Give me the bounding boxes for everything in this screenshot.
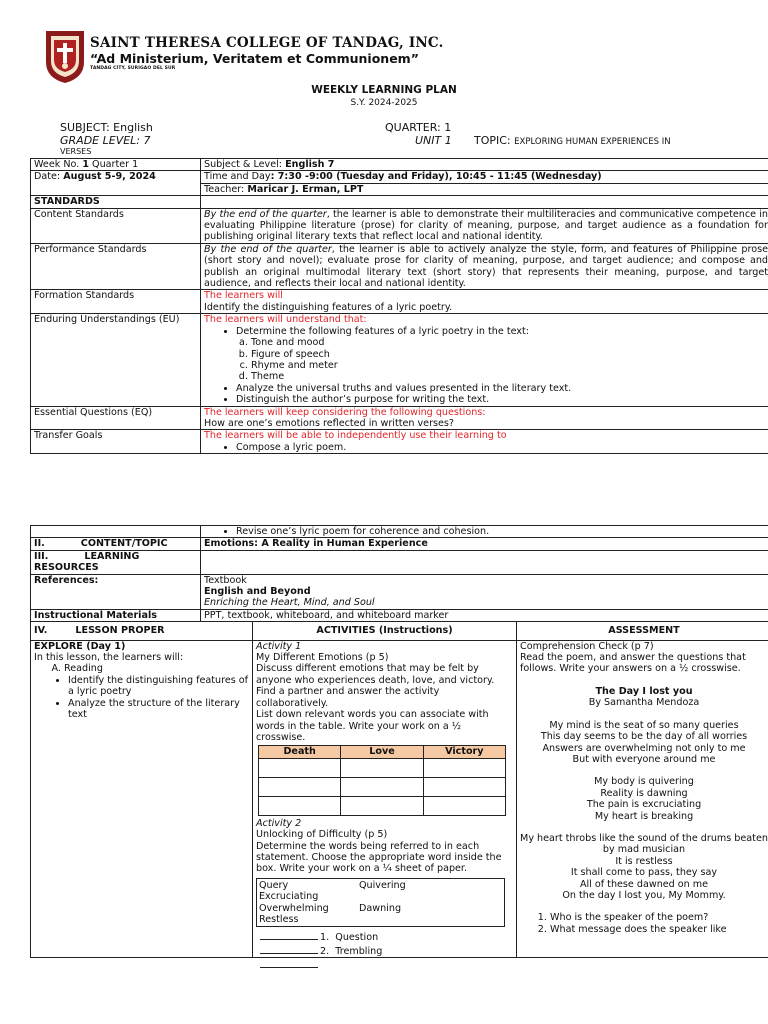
table-row [31, 430, 768, 454]
assessment-text: Read the poem, and answer the questions that follows. Write your answers on a ½ crosswise. [520, 652, 746, 675]
table-row [259, 746, 506, 758]
references-type: Textbook [204, 574, 247, 586]
answer-blank[interactable] [260, 944, 318, 954]
week-value: 1 [82, 159, 89, 170]
poem-line: Reality is dawning [600, 787, 688, 799]
poem-title: The Day I lost you [595, 685, 693, 697]
answer-cell[interactable] [423, 758, 505, 777]
content-topic-value: Emotions: A Reality in Human Experience [201, 538, 768, 550]
table-row [259, 796, 506, 815]
table-row [31, 208, 768, 243]
word: Excruciating [259, 891, 319, 903]
topic-prefix: TOPIC: [474, 134, 515, 147]
list-item: • Determine the following features of a lyric poetry in the text: [236, 326, 768, 337]
list-item: c. Rhyme and meter [251, 360, 768, 371]
answer-cell[interactable] [423, 796, 505, 815]
poem-line: My body is quivering [594, 776, 694, 788]
references-label: References: [31, 574, 201, 609]
content-standards-text [201, 208, 768, 243]
empty-cell [31, 526, 201, 538]
subject-label: SUBJECT: English [60, 121, 153, 134]
week-cell [31, 159, 201, 171]
answer-blank[interactable] [260, 930, 318, 940]
section-number: II. [34, 538, 45, 550]
date-cell [31, 171, 201, 196]
word-box [256, 878, 505, 928]
table-row [31, 290, 768, 314]
assessment-title: Comprehension Check (p 7) [520, 640, 654, 652]
table-row [259, 777, 506, 796]
act2-item-text: Trembling [335, 945, 383, 957]
school-year: S.Y. 2024-2025 [350, 98, 418, 108]
subject-level-value: English 7 [285, 159, 335, 170]
content-standards-label: Content Standards [31, 208, 201, 243]
poem-author: By Samantha Mendoza [588, 697, 700, 709]
answer-blank[interactable] [260, 967, 318, 968]
section-label: CONTENT/TOPIC [80, 538, 168, 550]
word-box-row [259, 891, 502, 902]
plan-table-lesson [30, 525, 768, 958]
word-box-row [259, 880, 502, 891]
table-row [259, 758, 506, 777]
quarter-label: QUARTER: 1 [385, 121, 452, 134]
word-box-row [259, 914, 502, 925]
performance-standards-lead: By the end of the quarter [204, 243, 332, 255]
table-row [31, 609, 768, 621]
topic-label [474, 134, 671, 147]
list-item: b. Figure of speech [251, 349, 768, 360]
activity2-text: Determine the words being referred to in each statement. Choose the appropriate word inside the box. Write your work on a ¼ sheet of paper. [256, 840, 502, 875]
poem-line: On the day I lost you, My Mommy. [562, 889, 726, 901]
references-value [201, 574, 768, 609]
performance-standards-label: Performance Standards [31, 243, 201, 290]
explore-title: EXPLORE (Day 1) [34, 640, 126, 652]
eq-text [201, 406, 768, 430]
teacher-value: Maricar J. Erman, LPT [247, 183, 364, 195]
activity1-text: Discuss different emotions that may be felt by anyone who experiences death, love, and victory. Find a partner and answer the activity collaboratively. [256, 663, 495, 709]
activity1-title: Activity 1 [256, 640, 302, 652]
formation-standards-red: The learners will [204, 290, 283, 302]
table-row [31, 640, 768, 958]
school-motto: “Ad Ministerium, Veritatem et Communionem” [90, 51, 419, 66]
time-value: : 7:30 -9:00 (Tuesday and Friday), 10:45 - 11:45 (Wednesday) [270, 171, 602, 183]
list-item: d. Theme [251, 371, 768, 382]
school-name: SAINT THERESA COLLEGE OF TANDAG, INC. [90, 35, 444, 51]
tg-text [201, 430, 768, 454]
emotion-header-death: Death [259, 746, 341, 758]
week-suffix: Quarter 1 [89, 159, 139, 170]
time-cell [201, 171, 768, 183]
table-row [31, 550, 768, 574]
activity1-subtitle: My Different Emotions (p 5) [256, 652, 389, 664]
answer-cell[interactable] [341, 796, 423, 815]
explore-cell [31, 640, 253, 958]
topic-continuation: VERSES [60, 147, 92, 156]
table-row [31, 622, 768, 640]
section-label-cont: RESOURCES [34, 562, 99, 574]
act2-item: 2. Trembling [256, 944, 513, 957]
teacher-cell [201, 183, 768, 195]
formation-standards-label: Formation Standards [31, 290, 201, 314]
activity1-instructions: List down relevant words you can associate with words in the table. Write your work on a ½ crosswise. [256, 709, 489, 743]
poem-line: But with everyone around me [572, 753, 716, 765]
eq-label: Essential Questions (EQ) [31, 406, 201, 430]
list-item: 2. What message does the speaker like [550, 924, 768, 935]
tg-red: The learners will be able to independently use their learning to [204, 430, 507, 442]
act2-item-text: Question [335, 932, 379, 944]
list-item: • Distinguish the author’s purpose for writing the text. [236, 394, 768, 405]
plan-table-standards [30, 158, 768, 454]
word-box-row [259, 903, 502, 914]
performance-standards-body: , the learner is able to actively analyze the style, form, and features of Philippine prose (short story and novel); evaluate prose for clarity of meaning, purpose, and target audience; and compose and publish an original multimodal literary text (short story) that represents their meaning, purpose, and target audience, and reflects their local and national identity. [204, 243, 768, 290]
poem-line: All of these dawned on me [579, 878, 709, 890]
word: Query [259, 879, 289, 891]
activities-header: ACTIVITIES (Instructions) [253, 622, 517, 640]
unit-label: UNIT 1 [415, 134, 452, 147]
teacher-label: Teacher: [204, 183, 248, 195]
subject-level-label: Subject & Level: [204, 159, 286, 170]
section-number: IV. [34, 625, 48, 637]
references-subtitle: Enriching the Heart, Mind, and Soul [204, 597, 375, 609]
learning-resources-empty [201, 550, 768, 574]
table-row [31, 538, 768, 550]
list-item: • Identify the distinguishing features of a lyric poetry [68, 675, 249, 698]
poem-line: My heart is breaking [594, 810, 694, 822]
section-number: III. [34, 550, 49, 562]
subject-level-cell [201, 159, 768, 171]
learning-resources-label [31, 550, 201, 574]
list-item: A. Reading [64, 663, 249, 674]
formation-standards-text [201, 290, 768, 314]
poem-line: The pain is excruciating [586, 799, 702, 811]
word: Quivering [359, 879, 406, 891]
activities-cell [253, 640, 517, 958]
list-item: • Revise one’s lyric poem for coherence and cohesion. [236, 526, 768, 537]
word: Restless [259, 913, 299, 925]
eu-label: Enduring Understandings (EU) [31, 314, 201, 406]
act2-item: 1. Question [256, 930, 513, 943]
topic-text: EXPLORING HUMAN EXPERIENCES IN [514, 137, 671, 147]
poem-line: My mind is the seat of so many queries [549, 719, 739, 731]
poem-line: It shall come to pass, they say [570, 867, 718, 879]
revise-cell [201, 526, 768, 538]
table-row [31, 314, 768, 406]
list-item: • Analyze the universal truths and values presented in the literary text. [236, 383, 768, 394]
plan-title: WEEKLY LEARNING PLAN [311, 84, 457, 96]
answer-cell[interactable] [259, 758, 341, 777]
list-item: • Analyze the structure of the literary text [68, 698, 249, 721]
date-label: Date: [34, 171, 64, 183]
poem-line: Answers are overwhelming not only to me [542, 742, 746, 754]
poem-line: My heart throbs like the sound of the drums beaten by mad musician [520, 832, 768, 856]
content-standards-body: , the learner is able to demonstrate their multiliteracies and communicative competence in evaluating Philippine literature (prose) for clarity of meaning, purpose, and target audience as a foundation for publishing original literary texts that reflect local and national identity. [204, 208, 768, 243]
list-item: a. Tone and mood [251, 337, 768, 348]
section-label: LESSON PROPER [75, 625, 165, 637]
references-title: English and Beyond [204, 586, 311, 598]
table-row [31, 406, 768, 430]
answer-cell[interactable] [259, 777, 341, 796]
word: Dawning [359, 902, 402, 914]
answer-cell[interactable] [341, 777, 423, 796]
section-label: LEARNING [84, 550, 140, 562]
table-row [31, 196, 768, 208]
tg-label: Transfer Goals [31, 430, 201, 454]
eu-red: The learners will understand that: [204, 314, 367, 326]
answer-cell[interactable] [423, 777, 505, 796]
week-label: Week No. [34, 159, 83, 170]
table-row [31, 526, 768, 538]
content-standards-lead: By the end of the quarter [204, 208, 327, 220]
word: Overwhelming [259, 902, 329, 914]
answer-cell[interactable] [259, 796, 341, 815]
assessment-header: ASSESSMENT [517, 622, 768, 640]
table-row [31, 574, 768, 609]
activity2-subtitle: Unlocking of Difficulty (p 5) [256, 829, 388, 841]
time-label: Time and Day [204, 171, 271, 183]
table-row [31, 171, 768, 183]
table-row [31, 243, 768, 290]
answer-cell[interactable] [341, 758, 423, 777]
list-item: 1. Who is the speaker of the poem? [550, 912, 768, 923]
school-address: TANDAG CITY, SURIGAO DEL SUR [90, 66, 176, 71]
list-item: • Compose a lyric poem. [236, 442, 768, 453]
poem-line: This day seems to be the day of all worries [540, 731, 748, 743]
poem-line: It is restless [615, 855, 673, 867]
assessment-cell [517, 640, 768, 958]
instructional-materials-label: Instructional Materials [31, 609, 201, 621]
emotion-header-love: Love [341, 746, 423, 758]
date-value: August 5-9, 2024 [63, 171, 156, 183]
lesson-proper-label [31, 622, 253, 640]
emotion-header-victory: Victory [423, 746, 505, 758]
grade-level-label: GRADE LEVEL: 7 [60, 134, 151, 147]
performance-standards-text [201, 243, 768, 290]
table-row [31, 159, 768, 171]
explore-intro: In this lesson, the learners will: [34, 652, 184, 664]
school-seal-icon [44, 28, 86, 84]
eu-text [201, 314, 768, 406]
content-topic-label [31, 538, 201, 550]
activity2-title: Activity 2 [256, 817, 302, 829]
instructional-materials-value: PPT, textbook, whiteboard, and whiteboard marker [201, 609, 768, 621]
eq-body: How are one’s emotions reflected in written verses? [204, 417, 455, 429]
formation-standards-body: Identify the distinguishing features of a lyric poetry. [204, 301, 453, 313]
standards-empty [201, 196, 768, 208]
emotion-table [258, 745, 506, 815]
standards-heading: STANDARDS [31, 196, 201, 208]
eq-red: The learners will keep considering the following questions: [204, 406, 486, 418]
